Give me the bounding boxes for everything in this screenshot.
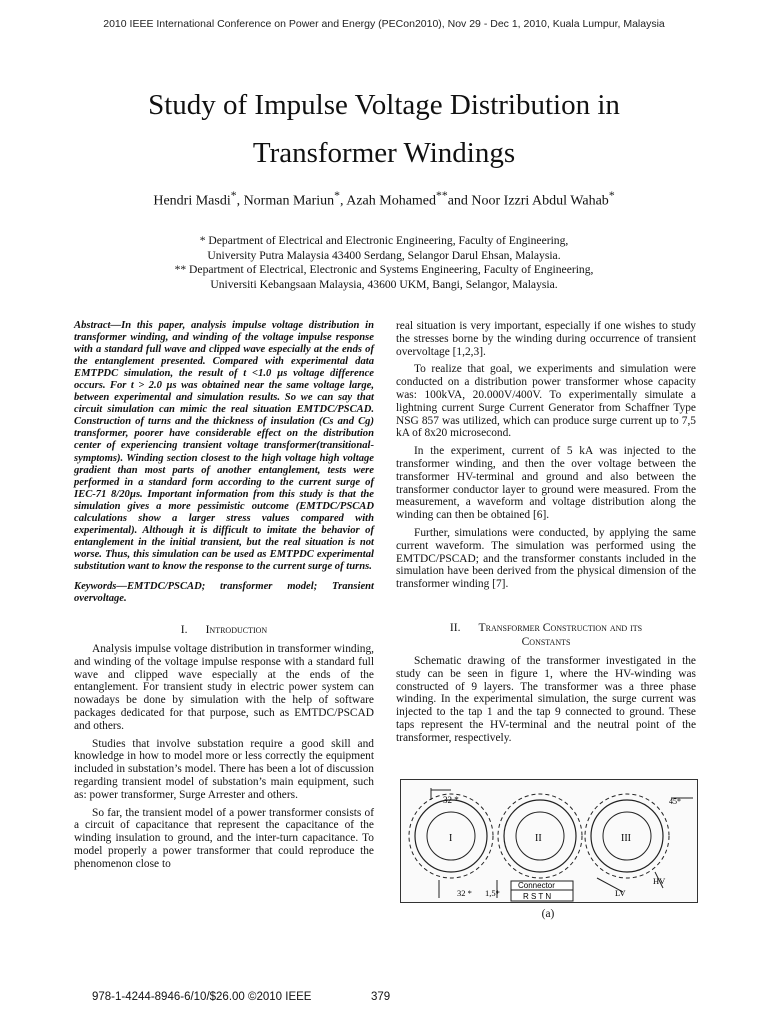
author-list: Hendri Masdi*, Norman Mariun*, Azah Mohamed**and Noor Izzri Abdul Wahab* [153, 189, 615, 209]
author-mark: * [334, 189, 340, 202]
conference-header: 2010 IEEE International Conference on Power and Energy (PECon2010), Nov 29 - Dec 1, 2010, Kuala Lumpur, Malaysia [103, 18, 665, 30]
affiliation-line: * Department of Electrical and Electronic Engineering, Faculty of Engineering, [199, 234, 569, 247]
connector-terminals: R S T N [523, 892, 552, 901]
paragraph: Analysis impulse voltage distribution in transformer winding, and winding of the voltage impulse response with a standard full wave and clipped wave especially at the ends of the entanglement. For transient study in electric power system can nowadays be done by simulation with the help of software packages dedicated for that purpose, such as EMTDC/PSCAD and others. [74, 643, 374, 732]
section-title: Transformer Construction and its [478, 620, 643, 634]
dim-label-32-bottom: 32 * [457, 888, 472, 898]
paragraph: real situation is very important, especially if one wishes to study the stresses borne by the winding during occurrence of transient overvoltage [1,2,3]. [396, 320, 696, 358]
affiliation-line: Universiti Kebangsaan Malaysia, 43600 UKM, Bangi, Selangor, Malaysia. [210, 278, 558, 292]
author-2: Norman Mariun [243, 193, 335, 209]
author-mark: * [230, 189, 237, 202]
section-number: I. [180, 623, 188, 637]
author-mark: ** [436, 189, 448, 202]
figure-caption: (a) [541, 908, 555, 920]
coil-label-1: I [449, 833, 453, 844]
lv-label: LV [615, 888, 626, 898]
abstract: Abstract—In this paper, analysis impulse voltage distribution in transformer winding, and winding of the voltage impulse response with a standard full wave and clipped wave especially at the ends of the entanglement presented. Compared with experimental data EMTPDC simulation, the result of t <1.0 µs voltage difference occurs. For t > 2.0 µs was obtained near the same voltage large, between experimental and simulation results. So we can say that circuit simulation can mimic the real situation EMTDC/PSCAD. Construction of turns and the thickness of insulation (Cs and Cg) transformer, poorer have considerable effect on the distribution center of experiencing transient voltage transformer(transitional-symptoms). Winding section closest to the high voltage high voltage gradient than most parts of another entanglement, tests were performed in a standard form according to the current surge of IEC-71 8/20µs. Important information from this study is that the simulation gives a more pessimistic outcome (EMTDC/PSCAD calculations show a larger stress values compared with experimental). Although it is difficult to imitate the behavior of entanglement in the initial transient, but the real situation is not worse. Thus, this simulation can be used as EMTPDC experimental substitution want to know the response to the current surge of turns. [74, 320, 374, 572]
paragraph: In the experiment, current of 5 kA was injected to the transformer winding, and then the over voltage between the transformer HV-terminal and ground and also between the transformer conductor layer to ground were measured. From the measurement, a waveform and voltage distribution along the winding can then be obtained [6]. [396, 445, 696, 522]
coil-label-2: II [535, 833, 542, 844]
paragraph: Schematic drawing of the transformer investigated in the study can be seen in figure 1, where the HV-winding was constructed of 9 layers. The transformer was a three phase winding. In the experimental simulation, the surge current was injected to the tap 1 and the tap 9 connected to ground. These taps represent the HV-terminal and the neutral point of the transformer, respectively. [396, 654, 696, 744]
transformer-schematic-drawing [401, 780, 697, 902]
connector-label: Connector [518, 881, 555, 890]
hv-label: HV [653, 876, 666, 886]
affiliations [0, 234, 768, 293]
section-title: Introduction [205, 623, 268, 637]
author-1: Hendri Masdi [153, 193, 231, 209]
section-number: II. [449, 620, 461, 634]
section-heading-introduction [74, 623, 374, 637]
affiliation-line: University Putra Malaysia 43400 Serdang, Selangor Darul Ehsan, Malaysia. [207, 248, 561, 262]
paper-title-line-1: Study of Impulse Voltage Distribution in [148, 89, 620, 121]
author-3: Azah Mohamed [346, 193, 437, 209]
author-4: and Noor Izzri Abdul Wahab [447, 193, 609, 209]
section-title-continued: Constants [521, 634, 571, 648]
right-column [396, 320, 696, 750]
left-column [74, 320, 374, 876]
paper-title-line-2: Transformer Windings [252, 137, 516, 169]
paragraph: So far, the transient model of a power transformer consists of a circuit of capacitance that represent the capacitance of the winding insulation to ground, and the inter-turn capacitance. To model properly a power transformer that could reproduce the phenomenon close to [74, 806, 374, 870]
transformer-schematic-figure [400, 779, 698, 903]
section-heading-construction [396, 621, 696, 649]
copyright-footer: 978-1-4244-8946-6/10/$26.00 ©2010 IEEE [92, 991, 312, 1003]
keywords: Keywords—EMTDC/PSCAD; transformer model; Transient overvoltage. [74, 580, 374, 605]
dim-label-45: 45* [669, 797, 681, 806]
coil-label-3: III [621, 833, 631, 844]
page-number: 379 [371, 991, 391, 1003]
paragraph: Studies that involve substation require a good skill and knowledge in how to model more or less correctly the equipment included in substation’s model. There has been a lot of discussion regarding transient model of substation’s main equipment, such as: power transformer, Surge Arrester and others. [74, 737, 374, 801]
paragraph: To realize that goal, we experiments and simulation were conducted on a distribution power transformer whose capacity was: 100kVA, 20.000V/400V. To experimentally simulate a lightning current Surge Current Generator from Schaffner Type NSG 857 was utilized, which can produce surge current up to 7,5 kA of 8x20 microsecond. [396, 363, 696, 440]
author-mark: * [608, 189, 615, 202]
affiliation-line: ** Department of Electrical, Electronic and Systems Engineering, Faculty of Engineering, [174, 263, 594, 277]
paragraph: Further, simulations were conducted, by applying the same current waveform. The simulation was performed using the EMTDC/PSCAD; and the transformer constants included in the simulation have been derived from the physical dimension of the transformer winding [7]. [396, 526, 696, 591]
dim-label-15: 1,5* [485, 888, 500, 898]
dim-label-32-top: 32 * [443, 795, 459, 805]
